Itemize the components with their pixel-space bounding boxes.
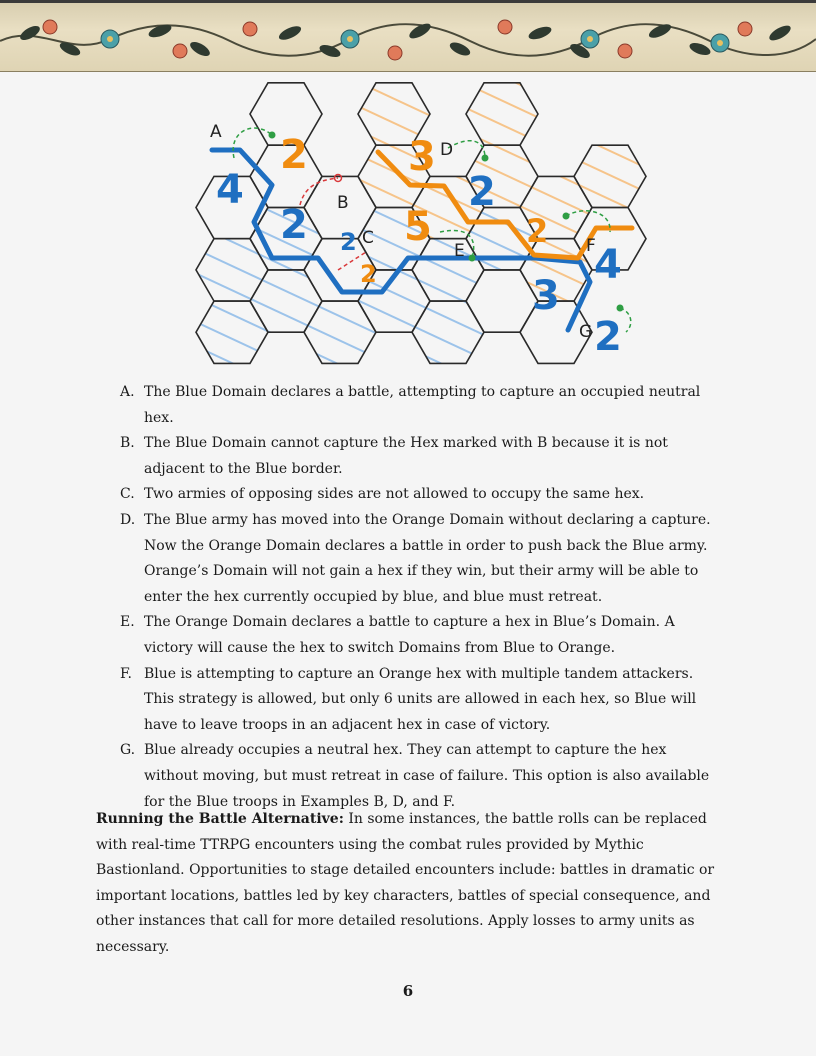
list-text: Two armies of opposing sides are not allowed to occupy the same hex. <box>144 486 645 503</box>
list-item <box>120 610 720 661</box>
label-g: G <box>579 322 593 342</box>
label-c: C <box>362 228 374 248</box>
arrow-g-dot <box>617 305 624 312</box>
arrow-e-dot <box>469 255 476 262</box>
list-item <box>120 508 720 610</box>
hex-battle-map <box>0 0 816 380</box>
arrow-f-dot <box>563 213 570 220</box>
list-marker: D. <box>120 511 136 528</box>
hex-number-l: 2 <box>594 314 622 360</box>
battle-alternative-paragraph <box>96 807 726 961</box>
list-marker: G. <box>120 742 136 759</box>
label-e: E <box>454 241 465 261</box>
paragraph-body: In some instances, the battle rolls can be replaced with real-time TTRPG encounters using the combat rules provided by Mythic Bastionland. Opportunities to stage detailed encounters include: battles in dramatic or important locations, battles led by key characters, battles of special consequence, and other instances that call for more detailed resolutions. Apply losses to army units as necessary. <box>96 811 715 955</box>
hex-number-b: 4 <box>216 167 244 213</box>
list-text: Blue already occupies a neutral hex. They can attempt to capture the hex without moving, but must retreat in case of failure. This option is also available for the Blue troops in Examples B, D, and F. <box>144 742 710 810</box>
list-text: Blue is attempting to capture an Orange hex with multiple tandem attackers. This strategy is allowed, but only 6 units are allowed in each hex, so Blue will have to leave troops in an adjacent hex in case of victory. <box>144 665 697 733</box>
list-marker: A. <box>120 384 135 400</box>
list-text: The Blue army has moved into the Orange Domain without declaring a capture. Now the Orange Domain declares a battle in order to push back the Blue army. Orange’s Domain will not gain a hex if they win, but their army will be able to enter the hex currently occupied by blue, and blue must retreat. <box>144 511 711 605</box>
arrow-b <box>300 178 338 205</box>
list-item <box>120 662 720 739</box>
list-text: The Orange Domain declares a battle to capture a hex in Blue’s Domain. A victory will cause the hex to switch Domains from Blue to Orange. <box>144 614 675 656</box>
list-text: The Blue Domain cannot capture the Hex marked with B because it is not adjacent to the Blue border. <box>144 435 668 477</box>
hex-number-e: 2 <box>468 169 496 215</box>
list-marker: F. <box>120 665 132 682</box>
arrow-a-dot <box>269 132 276 139</box>
hex-number-j: 4 <box>594 242 622 288</box>
hex-number-k: 3 <box>532 273 560 319</box>
hex-number-c: 2 <box>280 202 308 248</box>
hex-number-g: 2 <box>340 228 357 256</box>
list-item <box>120 738 720 815</box>
list-marker: C. <box>120 486 135 503</box>
list-marker: E. <box>120 614 135 631</box>
page-number: 6 <box>402 982 414 1000</box>
hex-number-f: 5 <box>404 204 432 250</box>
paragraph-heading: Running the Battle Alternative: <box>96 811 344 827</box>
hex-number-i: 2 <box>526 212 549 250</box>
hex-number-h: 2 <box>360 260 377 288</box>
list-marker: B. <box>120 435 135 452</box>
list-item <box>120 431 720 482</box>
list-item <box>120 380 720 431</box>
list-text: The Blue Domain declares a battle, attempting to capture an occupied neutral hex. <box>144 384 701 426</box>
list-item <box>120 482 720 508</box>
arrow-d-dot <box>482 155 489 162</box>
example-notes-list <box>120 380 720 815</box>
label-b: B <box>337 193 349 213</box>
label-a: A <box>210 122 222 142</box>
label-f: F <box>586 236 596 256</box>
hex-number-d: 3 <box>408 134 436 180</box>
hex-number-a: 2 <box>280 132 308 178</box>
label-d: D <box>440 140 454 160</box>
hex-cell <box>466 83 538 145</box>
